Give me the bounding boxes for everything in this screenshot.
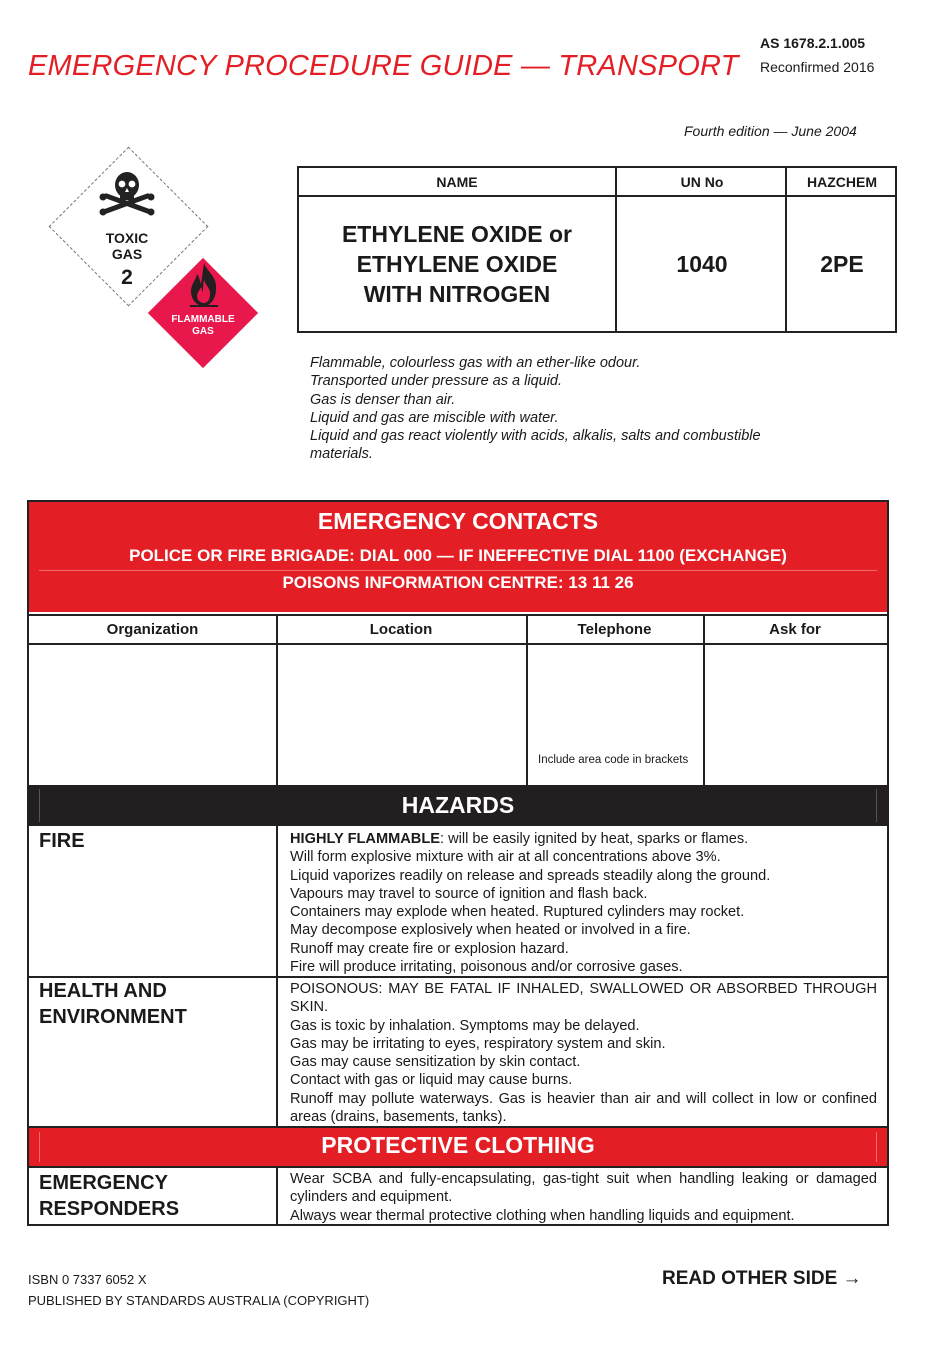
protective-clothing-text: Wear SCBA and fully-encapsulating, gas-tight suit when handling leaking or damaged cylinders and equipment. Always wear thermal protective clothing when handling liquids and equipment.	[290, 1171, 877, 1224]
emergency-procedure-table	[27, 500, 889, 1226]
protective-clothing-band	[29, 1128, 887, 1166]
standard-number: AS 1678.2.1.005	[760, 35, 866, 51]
un-number-header: UN No	[617, 168, 787, 197]
emergency-contacts-title: EMERGENCY CONTACTS	[317, 508, 599, 534]
toxic-class-number: 2	[121, 266, 133, 289]
ask-for-header: Ask for	[703, 614, 887, 645]
hazchem-column	[785, 168, 897, 331]
name-column	[299, 168, 615, 331]
flammable-gas-label: FLAMMABLE GAS	[171, 314, 235, 337]
isbn: ISBN 0 7337 6052 X	[28, 1272, 147, 1287]
telephone-header: Telephone	[526, 614, 703, 645]
police-fire-line: POLICE OR FIRE BRIGADE: DIAL 000 — IF INEFFECTIVE DIAL 1100 (EXCHANGE)	[129, 546, 787, 565]
row-divider	[29, 1126, 887, 1128]
label-column-divider	[276, 1166, 278, 1226]
band-edge-line	[876, 1132, 877, 1162]
fire-hazard-text: HIGHLY FLAMMABLE: will be easily ignited by heat, sparks or flames. Will form explosive mixture with air at all concentrations above 3%. Liquid vaporizes readily on release and spreads steadily along the ground. Vapours may travel to source of ignition and flash back. Containers may explode when heated. Ruptured cylinders may rocket. May decompose explosively when heated or involved in a fire. Runoff may create fire or explosion hazard. Fire will produce irritating, poisonous and/or corrosive gases.	[290, 831, 771, 976]
emergency-responders-label: EMERGENCY RESPONDERS	[39, 1172, 180, 1220]
row-divider	[29, 1166, 887, 1168]
fire-label: FIRE	[39, 830, 85, 852]
hazards-band	[29, 785, 887, 826]
column-divider	[276, 614, 278, 785]
product-name: ETHYLENE OXIDE or ETHYLENE OXIDE WITH NITROGEN	[341, 221, 573, 307]
edition-note: Fourth edition — June 2004	[684, 123, 857, 139]
un-number-value: 1040	[676, 251, 728, 277]
band-edge-line	[39, 1132, 40, 1162]
contacts-divider	[39, 570, 877, 571]
poisons-centre-line: POISONS INFORMATION CENTRE: 13 11 26	[282, 573, 634, 592]
column-divider	[526, 614, 528, 785]
protective-clothing-title: PROTECTIVE CLOTHING	[321, 1132, 595, 1158]
organization-entry-cell[interactable]	[29, 643, 276, 783]
ask-for-entry-cell[interactable]	[705, 643, 887, 783]
skull-crossbones-icon	[98, 168, 156, 218]
hazchem-header: HAZCHEM	[787, 168, 897, 197]
document-title: EMERGENCY PROCEDURE GUIDE — TRANSPORT	[28, 50, 739, 82]
publisher-line: PUBLISHED BY STANDARDS AUSTRALIA (COPYRIGHT)	[28, 1293, 370, 1308]
column-divider	[703, 614, 705, 785]
flame-icon	[187, 262, 221, 308]
highly-flammable-lead: HIGHLY FLAMMABLE	[290, 831, 440, 847]
name-header: NAME	[299, 168, 615, 197]
band-edge-line	[39, 789, 40, 822]
health-hazard-text: POISONOUS: MAY BE FATAL IF INHALED, SWALLOWED OR ABSORBED THROUGH SKIN. Gas is toxic by inhalation. Symptoms may be delayed. Gas may be irritating to eyes, respiratory system and skin. Gas may cause sensitization by skin contact. Contact with gas or liquid may cause burns. Runoff may pollute waterways. Gas is heavier than air and will collect in low or confined areas (drains, basements, tanks).	[290, 981, 877, 1126]
product-description: Flammable, colourless gas with an ether-like odour. Transported under pressure as a liquid. Gas is denser than air. Liquid and gas are miscible with water. Liquid and gas react violently with acids, alkalis, salts and combustible materials.	[310, 355, 761, 463]
band-edge-line	[876, 789, 877, 822]
hazards-title: HAZARDS	[401, 792, 515, 818]
location-entry-cell[interactable]	[278, 643, 526, 783]
reconfirmed-note: Reconfirmed 2016	[760, 59, 875, 75]
emergency-contacts-band	[29, 502, 887, 612]
toxic-gas-label: TOXIC GAS	[105, 230, 149, 263]
identification-table	[297, 166, 897, 333]
health-environment-label: HEALTH AND ENVIRONMENT	[39, 980, 187, 1028]
hazchem-value: 2PE	[820, 251, 864, 277]
location-header: Location	[276, 614, 526, 645]
un-number-column	[615, 168, 787, 331]
read-other-side-link[interactable]: READ OTHER SIDE →	[662, 1268, 862, 1289]
label-column-divider	[276, 826, 278, 1126]
telephone-note: Include area code in brackets	[538, 754, 689, 766]
organization-header: Organization	[29, 614, 276, 645]
